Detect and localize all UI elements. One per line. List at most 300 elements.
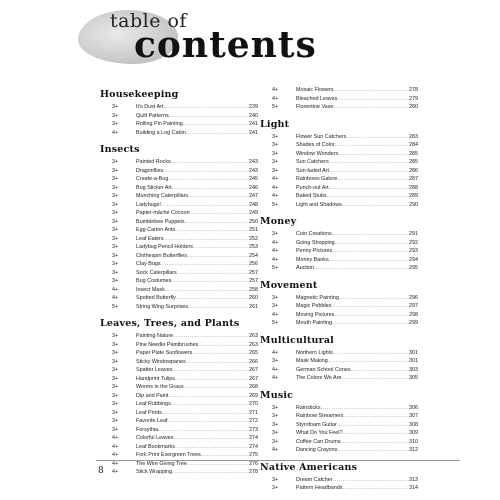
entry-title: Dancing Crayons bbox=[296, 447, 338, 453]
entry-age: 3+ bbox=[272, 438, 279, 445]
entry-age: 3+ bbox=[112, 350, 119, 356]
entry-age: 4+ bbox=[112, 460, 119, 467]
entry-title: Bug Sticker Art bbox=[136, 184, 172, 191]
entry-title: Egg Carton Ants bbox=[136, 227, 176, 233]
entry-page: 305 bbox=[409, 375, 418, 381]
entry-title: Mask Making bbox=[296, 358, 328, 364]
dot-leader bbox=[333, 476, 408, 485]
entry-title: Handprint Tulips bbox=[136, 375, 175, 382]
toc-entry bbox=[258, 95, 418, 104]
dot-leader bbox=[175, 375, 248, 384]
dot-leader bbox=[161, 260, 248, 269]
entry-title: Leaf Rubbings bbox=[136, 401, 171, 407]
entry-title: Light and Shadows bbox=[296, 201, 342, 208]
entry-age: 3+ bbox=[112, 358, 119, 365]
entry-title: Florentine Vase bbox=[296, 104, 334, 110]
dot-leader bbox=[321, 404, 408, 413]
entry-page: 306 bbox=[409, 404, 418, 411]
toc-entry bbox=[98, 332, 258, 341]
entry-age: 5+ bbox=[112, 303, 119, 310]
entry-age: 3+ bbox=[112, 235, 119, 242]
toc-entry bbox=[258, 158, 418, 167]
entry-age: 3+ bbox=[112, 184, 119, 191]
entry-page: 286 bbox=[409, 167, 418, 174]
entry-title: Favorite Leaf bbox=[136, 418, 168, 424]
entry-age: 4+ bbox=[112, 469, 119, 475]
dot-leader bbox=[171, 400, 248, 409]
entry-age: 3+ bbox=[272, 231, 279, 237]
entry-age: 4+ bbox=[272, 447, 279, 453]
footer-divider bbox=[96, 460, 460, 461]
dot-leader bbox=[168, 175, 248, 184]
toc-entry bbox=[98, 366, 258, 375]
dot-leader bbox=[173, 434, 248, 443]
entry-page: 239 bbox=[249, 104, 258, 110]
toc-entry bbox=[98, 192, 258, 201]
toc-entry bbox=[258, 446, 418, 455]
dot-leader bbox=[188, 192, 248, 201]
toc-column-right bbox=[258, 86, 418, 497]
toc-entry bbox=[258, 476, 418, 485]
toc-entry bbox=[258, 349, 418, 358]
entry-age: 3+ bbox=[112, 333, 119, 339]
entry-page: 294 bbox=[409, 256, 418, 263]
entry-age: 3+ bbox=[272, 150, 279, 157]
entry-title: Leaf Bookmarks bbox=[136, 443, 175, 450]
entry-title: Ladybug Pencil Holders bbox=[136, 244, 193, 250]
entry-title: Magnetic Painting bbox=[296, 294, 339, 301]
entry-title: Building a Log Cabin bbox=[136, 129, 186, 136]
entry-page: 263 bbox=[249, 341, 258, 348]
entry-age: 4+ bbox=[272, 311, 279, 318]
entry-title: Mosaic Flowers bbox=[296, 87, 334, 93]
toc-entry bbox=[98, 434, 258, 443]
dot-leader bbox=[186, 358, 248, 367]
section-heading: Money bbox=[260, 216, 297, 227]
toc-entry bbox=[258, 133, 418, 142]
dot-leader bbox=[168, 392, 248, 401]
entry-age: 5+ bbox=[272, 201, 279, 208]
toc-entry bbox=[258, 302, 418, 311]
entry-age: 3+ bbox=[272, 358, 279, 364]
entry-age: 3+ bbox=[272, 485, 279, 491]
entry-age: 4+ bbox=[112, 286, 119, 293]
entry-title: Pine Needle Paintbrushes bbox=[136, 341, 199, 348]
entry-age: 4+ bbox=[272, 366, 279, 373]
toc-entry bbox=[98, 120, 258, 129]
entry-page: 266 bbox=[249, 358, 258, 365]
entry-title: Money Banks bbox=[296, 256, 329, 263]
entry-age: 3+ bbox=[112, 121, 119, 127]
entry-title: The Wire Giving Tree bbox=[136, 460, 187, 467]
entry-title: Clay Bugs bbox=[136, 261, 161, 267]
entry-page: 241 bbox=[249, 129, 258, 136]
entry-age: 3+ bbox=[112, 201, 119, 208]
dot-leader bbox=[198, 341, 248, 350]
entry-title: Worms in the Grass bbox=[136, 384, 184, 390]
entry-title: Auction bbox=[296, 265, 314, 271]
entry-age: 3+ bbox=[112, 426, 119, 433]
entry-page: 313 bbox=[409, 476, 418, 483]
entry-title: Window Wonders bbox=[296, 150, 339, 157]
toc-entry bbox=[98, 358, 258, 367]
dot-leader bbox=[337, 95, 408, 104]
toc-entry bbox=[98, 303, 258, 312]
toc-entry bbox=[258, 357, 418, 366]
entry-page: 243 bbox=[249, 167, 258, 174]
entry-age: 3+ bbox=[272, 133, 279, 140]
dot-leader bbox=[171, 158, 248, 167]
entry-page: 271 bbox=[249, 409, 258, 416]
toc-entry bbox=[98, 392, 258, 401]
toc-entry bbox=[98, 426, 258, 435]
toc-entry bbox=[98, 209, 258, 218]
entry-page: 285 bbox=[409, 150, 418, 157]
toc-entry bbox=[98, 260, 258, 269]
entry-page: 240 bbox=[249, 112, 258, 119]
entry-age: 3+ bbox=[112, 104, 119, 110]
dot-leader bbox=[171, 277, 248, 286]
section-spacer bbox=[258, 328, 418, 332]
entry-title: Pattern Headbands bbox=[296, 485, 343, 491]
entry-age: 4+ bbox=[272, 95, 279, 102]
entry-page: 303 bbox=[409, 366, 418, 373]
dot-leader bbox=[342, 484, 408, 493]
dot-leader bbox=[193, 243, 248, 252]
entry-age: 3+ bbox=[272, 404, 279, 411]
toc-entry bbox=[258, 264, 418, 273]
entry-title: German School Cones bbox=[296, 366, 351, 373]
toc-entry bbox=[258, 167, 418, 176]
entry-page: 263 bbox=[249, 333, 258, 339]
dot-leader bbox=[342, 429, 408, 438]
dot-leader bbox=[163, 103, 248, 112]
dot-leader bbox=[172, 468, 248, 477]
entry-page: 250 bbox=[249, 218, 258, 225]
toc-entry bbox=[258, 239, 418, 248]
dot-leader bbox=[163, 167, 248, 176]
dot-leader bbox=[333, 86, 408, 95]
dot-leader bbox=[329, 167, 408, 176]
entry-page: 297 bbox=[409, 303, 418, 309]
entry-page: 295 bbox=[409, 265, 418, 271]
entry-age: 3+ bbox=[112, 392, 119, 399]
toc-entry bbox=[98, 112, 258, 121]
entry-title: Coffee Can Drums bbox=[296, 438, 341, 445]
entry-page: 284 bbox=[409, 142, 418, 148]
entry-page: 307 bbox=[409, 413, 418, 419]
toc-entry bbox=[98, 409, 258, 418]
section-spacer bbox=[258, 112, 418, 116]
entry-title: Ladybugs! bbox=[136, 201, 161, 208]
dot-leader bbox=[329, 256, 408, 265]
entry-page: 260 bbox=[249, 295, 258, 301]
section-heading: Native Americans bbox=[260, 461, 358, 473]
entry-age: 3+ bbox=[112, 278, 119, 284]
entry-title: Forsythia bbox=[136, 426, 159, 433]
entry-age: 3+ bbox=[112, 418, 119, 424]
section-spacer bbox=[98, 137, 258, 141]
section-heading: Housekeeping bbox=[100, 89, 179, 100]
toc-entry bbox=[98, 417, 258, 426]
dot-leader bbox=[335, 239, 408, 248]
section-heading: Music bbox=[260, 389, 294, 401]
entry-age: 4+ bbox=[112, 295, 119, 301]
entry-age: 3+ bbox=[272, 476, 279, 483]
entry-title: Bumblebee Puppets bbox=[136, 218, 185, 225]
dot-leader bbox=[328, 357, 408, 366]
entry-age: 4+ bbox=[272, 193, 279, 199]
dot-leader bbox=[337, 446, 408, 455]
dot-leader bbox=[167, 417, 248, 426]
toc-entry bbox=[258, 141, 418, 150]
toc-entry bbox=[98, 103, 258, 112]
dot-leader bbox=[161, 201, 248, 210]
entry-page: 254 bbox=[249, 252, 258, 259]
entry-age: 4+ bbox=[112, 443, 119, 450]
title-table-of: table of bbox=[110, 10, 187, 32]
entry-page: 275 bbox=[249, 452, 258, 458]
entry-page: 241 bbox=[249, 121, 258, 127]
title-contents: contents bbox=[134, 24, 317, 66]
toc-entry bbox=[258, 192, 418, 201]
dot-leader bbox=[329, 158, 408, 167]
dot-leader bbox=[333, 349, 408, 358]
entry-page: 291 bbox=[409, 231, 418, 237]
entry-title: Quilt Patterns bbox=[136, 112, 169, 119]
dot-leader bbox=[333, 103, 408, 112]
toc-entry bbox=[98, 341, 258, 350]
dot-leader bbox=[177, 269, 248, 278]
entry-age: 3+ bbox=[112, 210, 119, 216]
entry-age: 3+ bbox=[112, 252, 119, 259]
entry-age: 3+ bbox=[112, 384, 119, 390]
entry-page: 274 bbox=[249, 435, 258, 441]
entry-title: Coin Creations bbox=[296, 231, 332, 237]
entry-title: Munching Caterpillars bbox=[136, 193, 189, 199]
entry-page: 287 bbox=[409, 176, 418, 182]
section-spacer bbox=[258, 273, 418, 277]
entry-age: 3+ bbox=[272, 142, 279, 148]
entry-age: 5+ bbox=[272, 265, 279, 271]
toc-entry bbox=[258, 438, 418, 447]
dot-leader bbox=[192, 349, 248, 358]
entry-age: 4+ bbox=[272, 349, 279, 356]
entry-page: 296 bbox=[409, 294, 418, 301]
toc-entry bbox=[258, 294, 418, 303]
entry-page: 269 bbox=[249, 392, 258, 399]
entry-page: 283 bbox=[409, 133, 418, 140]
dot-leader bbox=[187, 252, 248, 261]
entry-page: 247 bbox=[249, 193, 258, 199]
entry-title: Dream Catcher bbox=[296, 476, 333, 483]
entry-title: Rainbow Streamers bbox=[296, 413, 344, 419]
entry-page: 268 bbox=[249, 384, 258, 390]
toc-entry bbox=[258, 319, 418, 328]
section-spacer bbox=[258, 455, 418, 459]
toc-entry bbox=[98, 349, 258, 358]
entry-page: 274 bbox=[249, 443, 258, 450]
entry-age: 4+ bbox=[272, 239, 279, 246]
dot-leader bbox=[351, 366, 408, 375]
entry-age: 3+ bbox=[272, 294, 279, 301]
dot-leader bbox=[158, 426, 248, 435]
entry-age: 4+ bbox=[272, 248, 279, 254]
dot-leader bbox=[188, 303, 248, 312]
toc-entry bbox=[98, 294, 258, 303]
entry-title: Dip and Paint bbox=[136, 392, 169, 399]
entry-page: 279 bbox=[409, 95, 418, 102]
dot-leader bbox=[186, 129, 248, 138]
toc-entry bbox=[258, 184, 418, 193]
entry-page: 267 bbox=[249, 367, 258, 373]
dot-leader bbox=[314, 264, 408, 273]
entry-title: Painting Nature bbox=[136, 333, 174, 339]
entry-age: 4+ bbox=[272, 256, 279, 263]
entry-title: Spotted Butterfly bbox=[136, 295, 176, 301]
toc-entry bbox=[98, 218, 258, 227]
entry-age: 3+ bbox=[112, 176, 119, 182]
toc-entry bbox=[258, 230, 418, 239]
toc-entry bbox=[258, 103, 418, 112]
entry-title: String Wing Surprises bbox=[136, 303, 189, 310]
dot-leader bbox=[190, 209, 248, 218]
entry-title: Rainbows Galore bbox=[296, 176, 338, 182]
dot-leader bbox=[185, 218, 248, 227]
entry-title: Leaf Prints bbox=[136, 409, 162, 416]
entry-age: 3+ bbox=[112, 401, 119, 407]
entry-age: 4+ bbox=[272, 87, 279, 93]
section-heading: Movement bbox=[260, 279, 318, 291]
entry-page: 301 bbox=[409, 358, 418, 364]
entry-title: Bug Costumes bbox=[136, 278, 172, 284]
entry-title: Sticky Windowpanes bbox=[136, 358, 186, 365]
entry-age: 3+ bbox=[112, 409, 119, 416]
entry-page: 257 bbox=[249, 269, 258, 276]
entry-page: 308 bbox=[409, 421, 418, 428]
entry-page: 310 bbox=[409, 438, 418, 445]
toc-entry bbox=[258, 247, 418, 256]
entry-age: 3+ bbox=[272, 421, 279, 428]
entry-page: 289 bbox=[409, 193, 418, 199]
entry-age: 3+ bbox=[112, 269, 119, 276]
dot-leader bbox=[201, 451, 248, 460]
entry-title: Penny Pictures bbox=[296, 248, 333, 254]
dot-leader bbox=[346, 133, 408, 142]
toc-column-left bbox=[98, 86, 258, 481]
entry-age: 4+ bbox=[112, 452, 119, 458]
toc-entry bbox=[258, 86, 418, 95]
entry-title: Bleached Leaves bbox=[296, 95, 338, 102]
entry-page: 301 bbox=[409, 349, 418, 356]
entry-page: 290 bbox=[409, 201, 418, 208]
section-spacer bbox=[98, 311, 258, 315]
dot-leader bbox=[332, 230, 408, 239]
entry-page: 280 bbox=[409, 104, 418, 110]
toc-entry bbox=[98, 400, 258, 409]
toc-entry bbox=[98, 277, 258, 286]
toc-entry bbox=[258, 175, 418, 184]
entry-title: Baked Stubs bbox=[296, 193, 327, 199]
toc-entry bbox=[98, 226, 258, 235]
toc-header bbox=[78, 4, 318, 66]
entry-page: 312 bbox=[409, 447, 418, 453]
dot-leader bbox=[335, 141, 408, 150]
dot-leader bbox=[341, 374, 408, 383]
toc-entry bbox=[98, 201, 258, 210]
dot-leader bbox=[183, 120, 248, 129]
entry-age: 3+ bbox=[112, 193, 119, 199]
entry-age: 3+ bbox=[272, 430, 279, 436]
entry-page: 270 bbox=[249, 401, 258, 407]
section-spacer bbox=[258, 209, 418, 213]
entry-page: 278 bbox=[249, 469, 258, 475]
page-number: 8 bbox=[98, 466, 104, 476]
entry-title: Sock Caterpillars bbox=[136, 269, 177, 276]
section-spacer bbox=[98, 477, 258, 481]
entry-title: Painted Rocks bbox=[136, 159, 171, 165]
toc-entry bbox=[98, 269, 258, 278]
entry-page: 253 bbox=[249, 244, 258, 250]
entry-title: Shades of Color bbox=[296, 142, 335, 148]
entry-title: Colorful Leaves bbox=[136, 435, 174, 441]
toc-entry bbox=[98, 383, 258, 392]
entry-age: 5+ bbox=[272, 104, 279, 110]
dot-leader bbox=[337, 421, 408, 430]
entry-page: 252 bbox=[249, 235, 258, 242]
entry-age: 3+ bbox=[112, 227, 119, 233]
entry-age: 3+ bbox=[272, 303, 279, 309]
toc-entry bbox=[258, 311, 418, 320]
entry-title: Moving Pictures bbox=[296, 311, 335, 318]
entry-age: 3+ bbox=[112, 218, 119, 225]
entry-title: Clothespin Butterflies bbox=[136, 252, 187, 259]
entry-title: Create-a-Bug bbox=[136, 176, 169, 182]
section-heading: Multicultural bbox=[260, 334, 334, 346]
toc-entry bbox=[98, 235, 258, 244]
toc-entry bbox=[98, 243, 258, 252]
entry-title: Fork Print Evergreen Trees bbox=[136, 452, 201, 458]
entry-page: 278 bbox=[409, 87, 418, 93]
entry-page: 293 bbox=[409, 248, 418, 254]
entry-page: 292 bbox=[409, 239, 418, 246]
section-spacer bbox=[258, 383, 418, 387]
toc-entry bbox=[98, 167, 258, 176]
entry-title: Papier-mâché Cocoon bbox=[136, 210, 190, 216]
entry-page: 261 bbox=[249, 303, 258, 310]
entry-age: 3+ bbox=[112, 367, 119, 373]
entry-age: 4+ bbox=[112, 129, 119, 136]
toc-entry bbox=[258, 404, 418, 413]
entry-age: 4+ bbox=[112, 435, 119, 441]
entry-age: 3+ bbox=[112, 112, 119, 119]
toc-entry bbox=[98, 129, 258, 138]
dot-leader bbox=[327, 192, 408, 201]
entry-page: 276 bbox=[249, 460, 258, 467]
dot-leader bbox=[162, 409, 248, 418]
entry-page: 272 bbox=[249, 418, 258, 424]
toc-entry bbox=[98, 252, 258, 261]
entry-title: Northern Lights bbox=[296, 349, 333, 356]
dot-leader bbox=[337, 175, 408, 184]
entry-age: 4+ bbox=[272, 375, 279, 381]
entry-title: What Do You Feel? bbox=[296, 430, 343, 436]
entry-age: 4+ bbox=[272, 184, 279, 191]
dot-leader bbox=[338, 150, 408, 159]
dot-leader bbox=[175, 226, 248, 235]
entry-age: 3+ bbox=[112, 244, 119, 250]
dot-leader bbox=[342, 201, 408, 210]
